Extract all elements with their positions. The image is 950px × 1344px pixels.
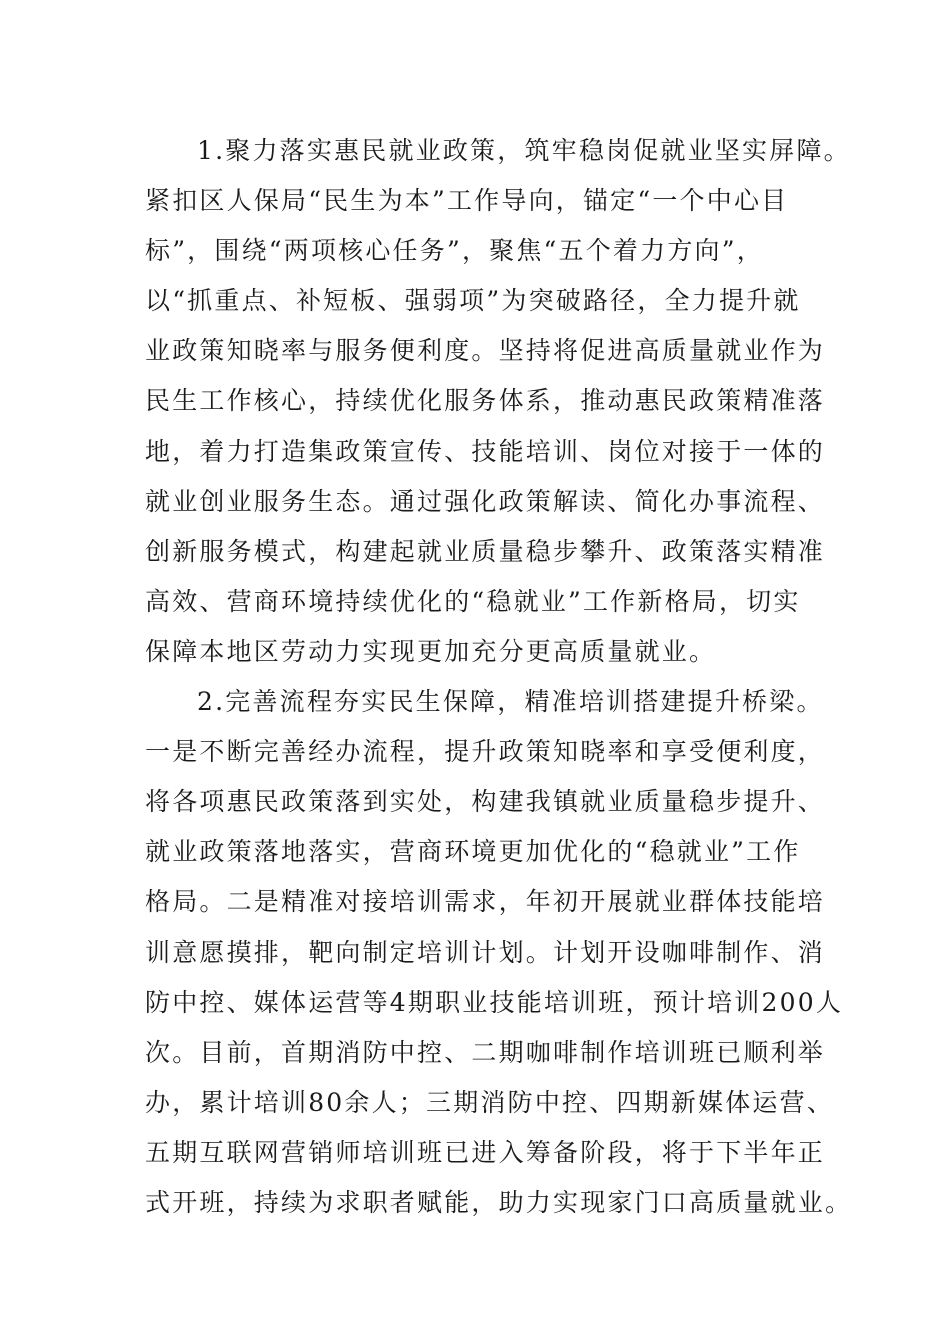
paragraph-2 [145,677,853,1228]
paragraph-line: 高效、营商环境持续优化的“稳就业”工作新格局，切实 [145,586,801,616]
paragraph-line: 创新服务模式，构建起就业质量稳步攀升、政策落实精准 [145,536,826,566]
document-body [145,126,853,1228]
paragraph-line: 以“抓重点、补短板、强弱项”为突破路径，全力提升就 [145,286,801,316]
paragraph-line: 民生工作核心，持续优化服务体系，推动惠民政策精准落 [145,386,826,416]
paragraph-line: 业政策知晓率与服务便利度。坚持将促进高质量就业作为 [145,336,826,366]
paragraph-line: 地，着力打造集政策宣传、技能培训、岗位对接于一体的 [145,436,826,466]
paragraph-line: 紧扣区人保局“民生为本”工作导向，锚定“一个中心目 [145,186,789,216]
paragraph-line: 保障本地区劳动力实现更加充分更高质量就业。 [145,636,717,666]
paragraph-line: 办，累计培训80余人；三期消防中控、四期新媒体运营、 [145,1087,835,1117]
paragraph-line: 就业创业服务生态。通过强化政策解读、简化办事流程、 [145,486,826,516]
paragraph-line: 标”，围绕“两项核心任务”，聚焦“五个着力方向”， [145,236,764,266]
paragraph-line: 式开班，持续为求职者赋能，助力实现家门口高质量就业。 [145,1187,853,1217]
paragraph-line: 一是不断完善经办流程，提升政策知晓率和享受便利度， [145,737,826,767]
paragraph-line: 防中控、媒体运营等4期职业技能培训班，预计培训200人 [145,987,844,1017]
paragraph-line: 格局。二是精准对接培训需求，年初开展就业群体技能培 [145,887,826,917]
paragraph-line: 训意愿摸排，靶向制定培训计划。计划开设咖啡制作、消 [145,937,826,967]
paragraph-line: 2.完善流程夯实民生保障，精准培训搭建提升桥梁。 [197,687,824,717]
paragraph-1 [145,126,851,677]
paragraph-line: 五期互联网营销师培训班已进入筹备阶段，将于下半年正 [145,1137,826,1167]
paragraph-line: 1.聚力落实惠民就业政策，筑牢稳岗促就业坚实屏障。 [197,136,851,165]
paragraph-line: 就业政策落地落实，营商环境更加优化的“稳就业”工作 [145,837,801,867]
paragraph-line: 将各项惠民政策落到实处，构建我镇就业质量稳步提升、 [145,787,826,817]
paragraph-line: 次。目前，首期消防中控、二期咖啡制作培训班已顺利举 [145,1037,826,1067]
